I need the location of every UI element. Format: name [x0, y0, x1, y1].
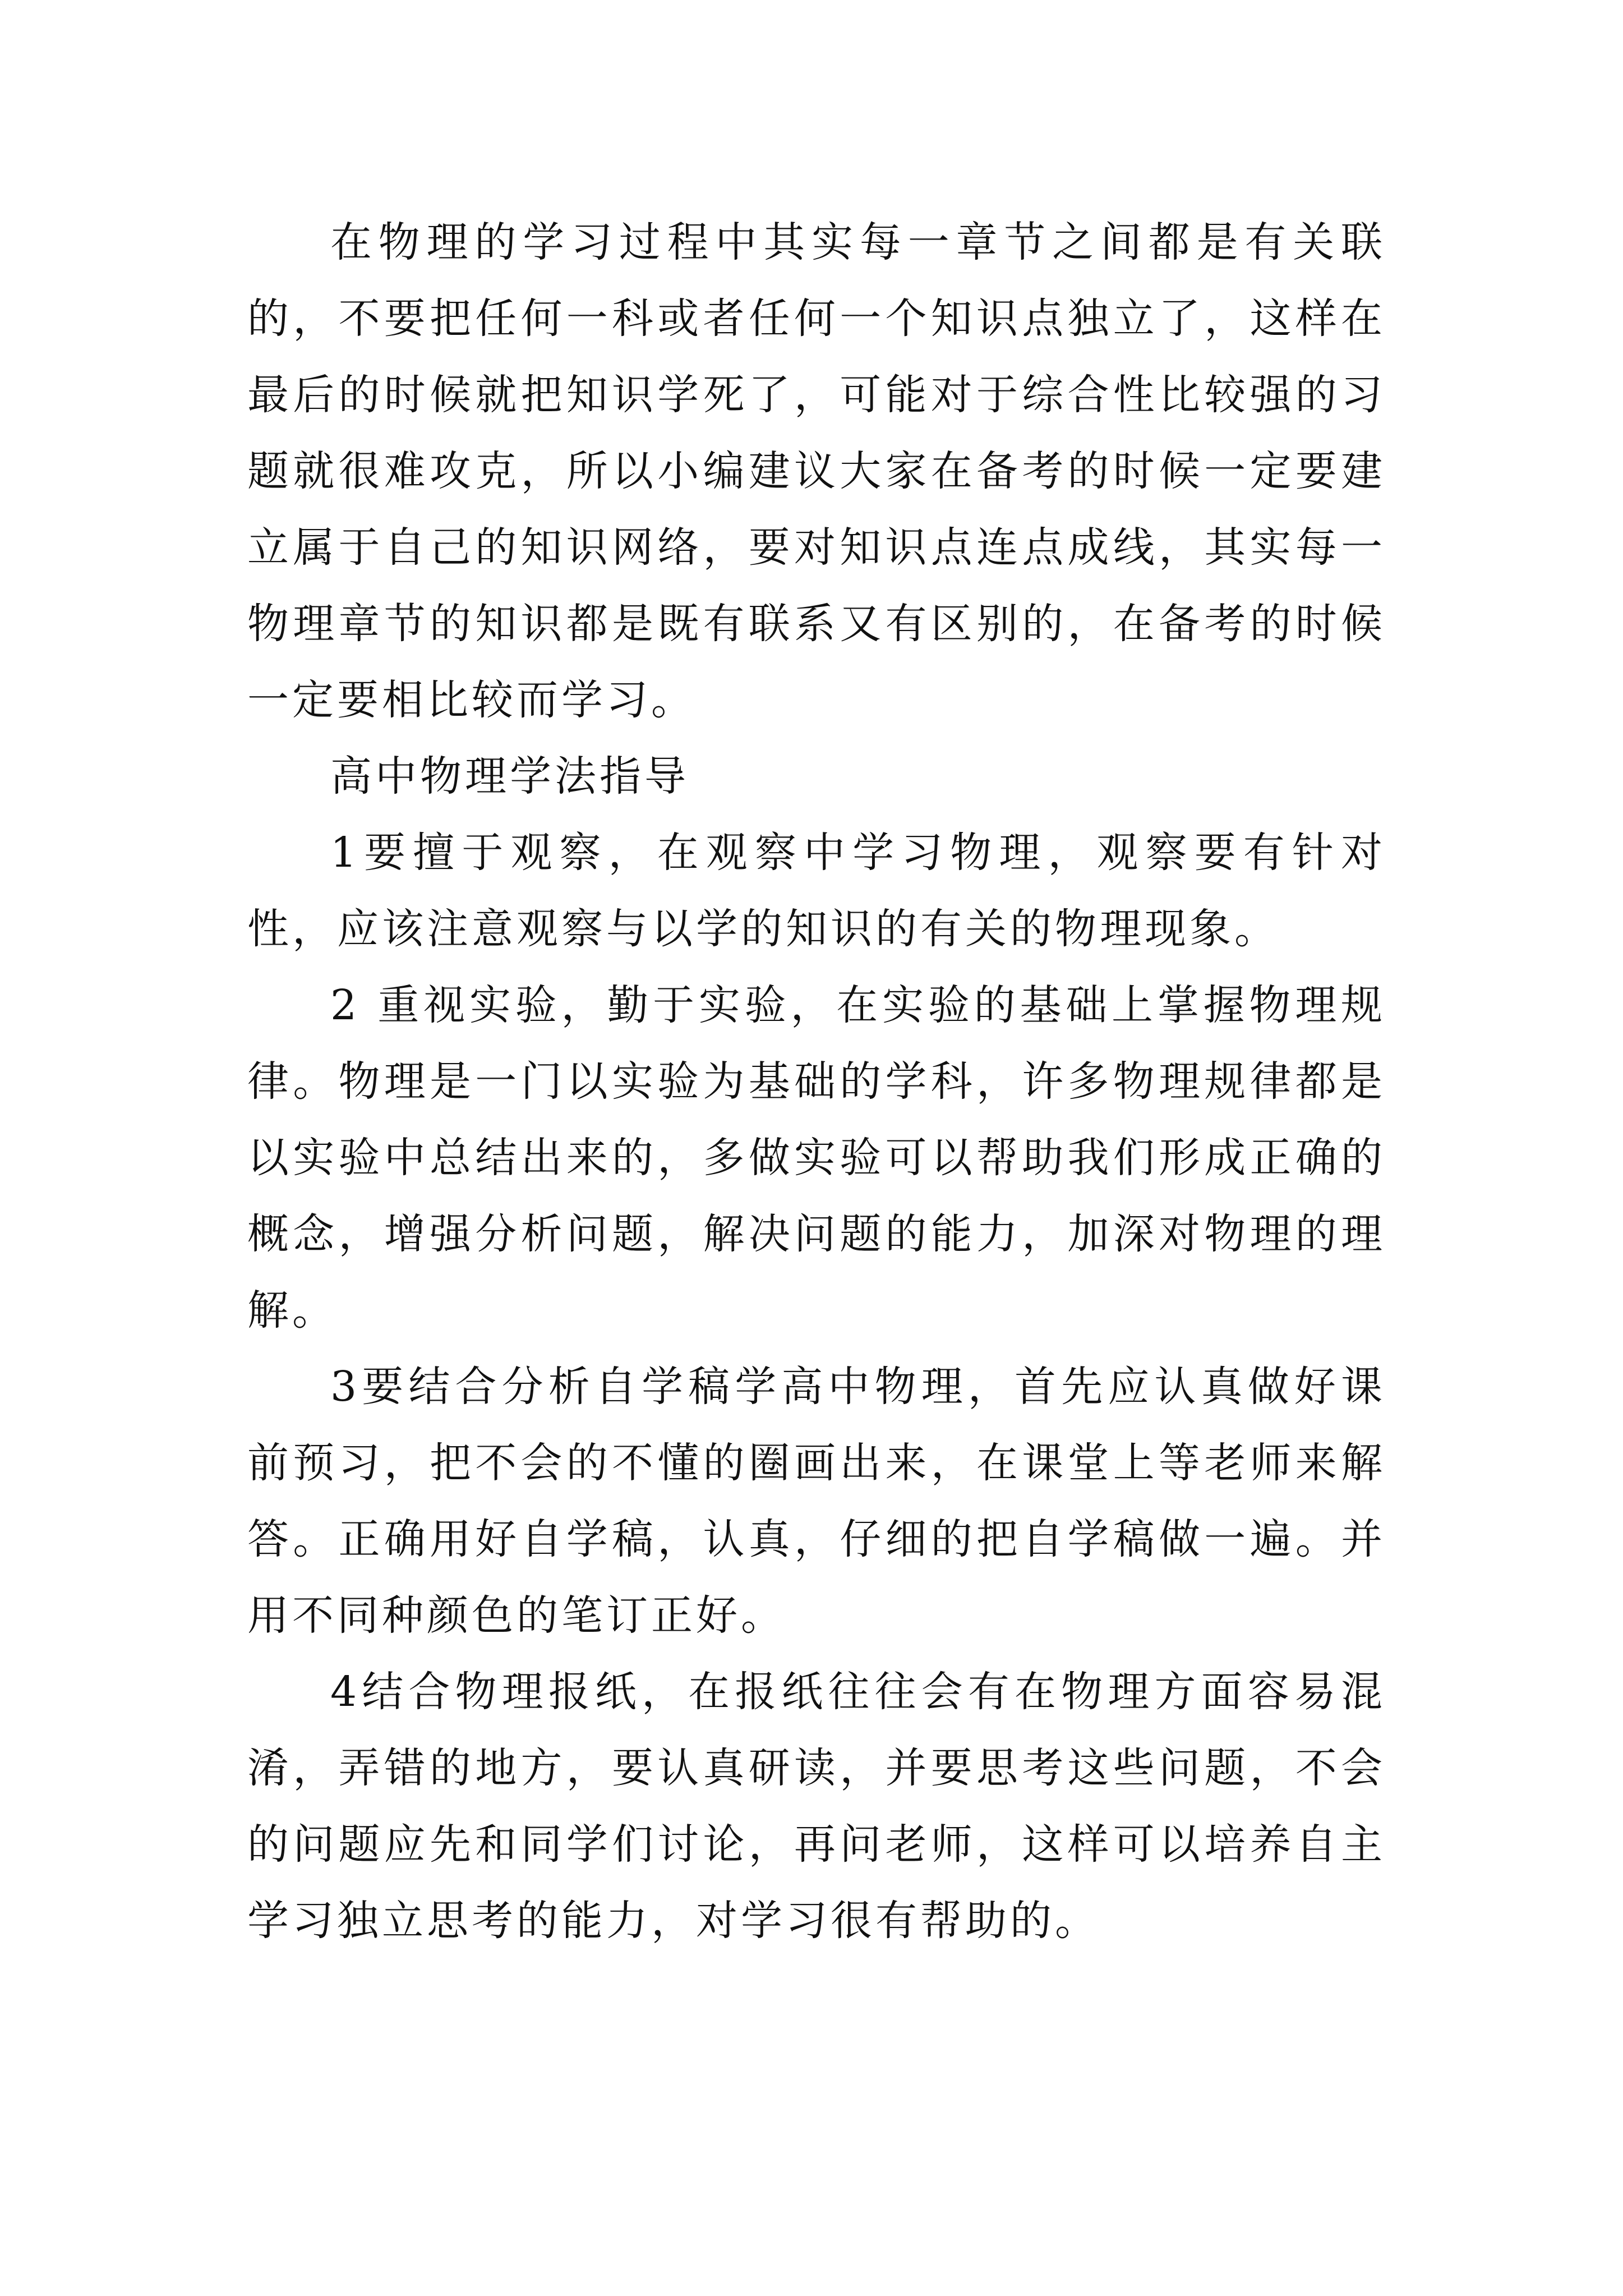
- paragraph-intro: 在物理的学习过程中其实每一章节之间都是有关联的，不要把任何一科或者任何一个知识点独立了，这样在最后的时候就把知识学死了，可能对于综合性比较强的习题就很难攻克，所以小编建议大家在备考的时候一定要建立属于自己的知识网络，要对知识点连点成线，其实每一物理章节的知识都是既有联系又有区别的，在备考的时候一定要相比较而学习。: [247, 218, 1386, 724]
- paragraph-tip-3: 3要结合分析自学稿学高中物理，首先应认真做好课前预习，把不会的不懂的圈画出来，在课堂上等老师来解答。正确用好自学稿，认真，仔细的把自学稿做一遍。并用不同种颜色的笔订正好。: [247, 1363, 1386, 1640]
- paragraph-tip-1: 1要擅于观察，在观察中学习物理，观察要有针对性，应该注意观察与以学的知识的有关的物理现象。: [247, 829, 1386, 953]
- section-heading: 高中物理学法指导: [330, 752, 689, 800]
- body-text: [247, 204, 1386, 1959]
- paragraph-tip-4: 4结合物理报纸，在报纸往往会有在物理方面容易混淆，弄错的地方，要认真研读，并要思考这些问题，不会的问题应先和同学们讨论，再问老师，这样可以培养自主学习独立思考的能力，对学习很有帮助的。: [247, 1668, 1386, 1945]
- paragraph-tip-2: 2 重视实验，勤于实验，在实验的基础上掌握物理规律。物理是一门以实验为基础的学科，许多物理规律都是以实验中总结出来的，多做实验可以帮助我们形成正确的概念，增强分析问题，解决问题的能力，加深对物理的理解。: [247, 981, 1386, 1335]
